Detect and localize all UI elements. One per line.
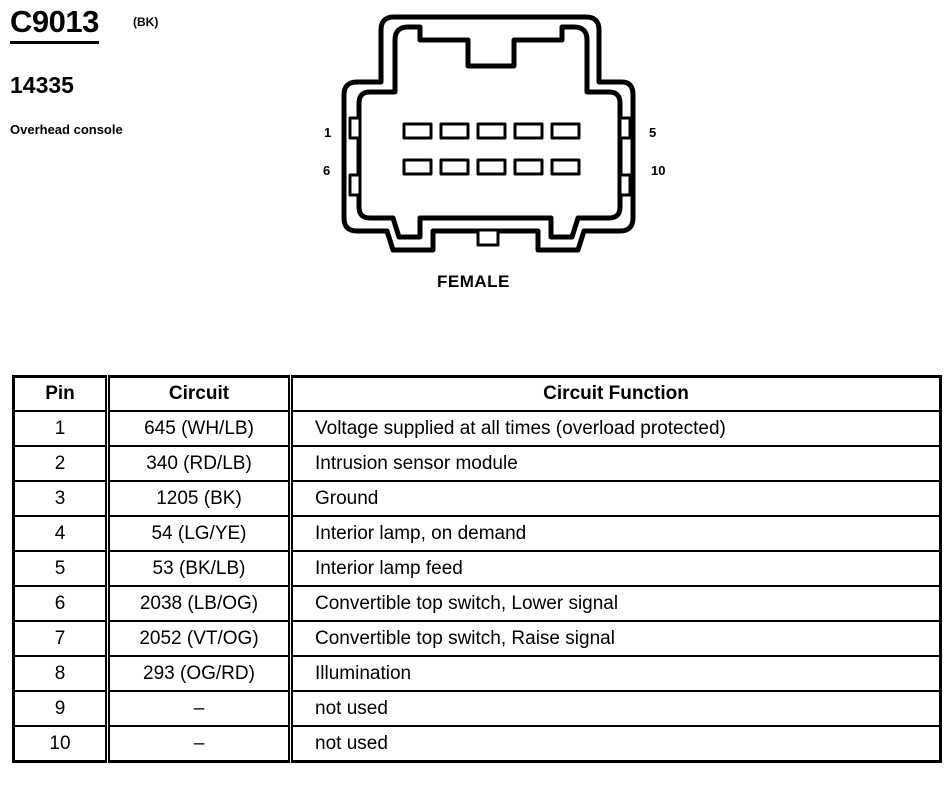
pin-label-bottom-right: 10	[651, 163, 666, 178]
circuit-id: 2038 (LB/OG)	[108, 586, 291, 621]
table-row	[14, 726, 941, 762]
circuit-function: Ground	[291, 481, 941, 516]
left-latch-top	[350, 118, 360, 138]
connector-color-code: (BK)	[133, 15, 159, 29]
circuit-id: 2052 (VT/OG)	[108, 621, 291, 656]
table-row	[14, 516, 941, 551]
pin-number: 8	[14, 656, 108, 691]
header-circuit: Circuit	[108, 377, 291, 412]
pin-cavity-10	[552, 160, 579, 174]
pin-cavity-5	[552, 124, 579, 138]
connector-housing-inner	[359, 27, 620, 237]
table-row	[14, 551, 941, 586]
circuit-function: Intrusion sensor module	[291, 446, 941, 481]
circuit-id: 293 (OG/RD)	[108, 656, 291, 691]
table-row	[14, 586, 941, 621]
right-latch-bottom	[620, 175, 630, 195]
header-circuit-function: Circuit Function	[291, 377, 941, 412]
connector-housing-outer	[344, 17, 633, 250]
pin-label-bottom-left: 6	[323, 163, 331, 178]
circuit-function: not used	[291, 726, 941, 762]
circuit-function: Voltage supplied at all times (overload protected)	[291, 411, 941, 446]
circuit-id: 54 (LG/YE)	[108, 516, 291, 551]
connector-gender-label: FEMALE	[437, 272, 510, 291]
circuit-function: Interior lamp feed	[291, 551, 941, 586]
pin-label-top-left: 1	[324, 125, 332, 140]
table-row	[14, 411, 941, 446]
table-row	[14, 656, 941, 691]
pinout-table	[12, 375, 942, 763]
pin-number: 7	[14, 621, 108, 656]
header-pin: Pin	[14, 377, 108, 412]
pin-cavity-8	[478, 160, 505, 174]
pin-cavity-4	[515, 124, 542, 138]
pin-number: 6	[14, 586, 108, 621]
circuit-function: not used	[291, 691, 941, 726]
pin-number: 2	[14, 446, 108, 481]
connector-description: Overhead console	[10, 122, 123, 137]
pin-cavity-9	[515, 160, 542, 174]
circuit-function: Convertible top switch, Raise signal	[291, 621, 941, 656]
pin-label-top-right: 5	[649, 125, 657, 140]
pin-number: 1	[14, 411, 108, 446]
table-row	[14, 446, 941, 481]
circuit-function: Illumination	[291, 656, 941, 691]
circuit-function: Convertible top switch, Lower signal	[291, 586, 941, 621]
circuit-id: –	[108, 691, 291, 726]
pin-number: 5	[14, 551, 108, 586]
table-row	[14, 691, 941, 726]
pin-number: 10	[14, 726, 108, 762]
table-header-row	[14, 377, 941, 412]
connector-face-diagram	[300, 0, 700, 270]
pin-cavity-1	[404, 124, 431, 138]
pin-cavity-7	[441, 160, 468, 174]
table-row	[14, 621, 941, 656]
pin-cavity-3	[478, 124, 505, 138]
connector-id: C9013	[10, 4, 99, 44]
circuit-id: –	[108, 726, 291, 762]
circuit-id: 1205 (BK)	[108, 481, 291, 516]
pin-number: 9	[14, 691, 108, 726]
circuit-function: Interior lamp, on demand	[291, 516, 941, 551]
polarization-key	[478, 230, 498, 245]
table-row	[14, 481, 941, 516]
circuit-id: 340 (RD/LB)	[108, 446, 291, 481]
pin-number: 4	[14, 516, 108, 551]
left-latch-bottom	[350, 175, 360, 195]
circuit-id: 53 (BK/LB)	[108, 551, 291, 586]
right-latch-top	[620, 118, 630, 138]
circuit-id: 645 (WH/LB)	[108, 411, 291, 446]
pin-cavity-6	[404, 160, 431, 174]
pin-cavity-2	[441, 124, 468, 138]
part-number: 14335	[10, 72, 74, 98]
pin-number: 3	[14, 481, 108, 516]
